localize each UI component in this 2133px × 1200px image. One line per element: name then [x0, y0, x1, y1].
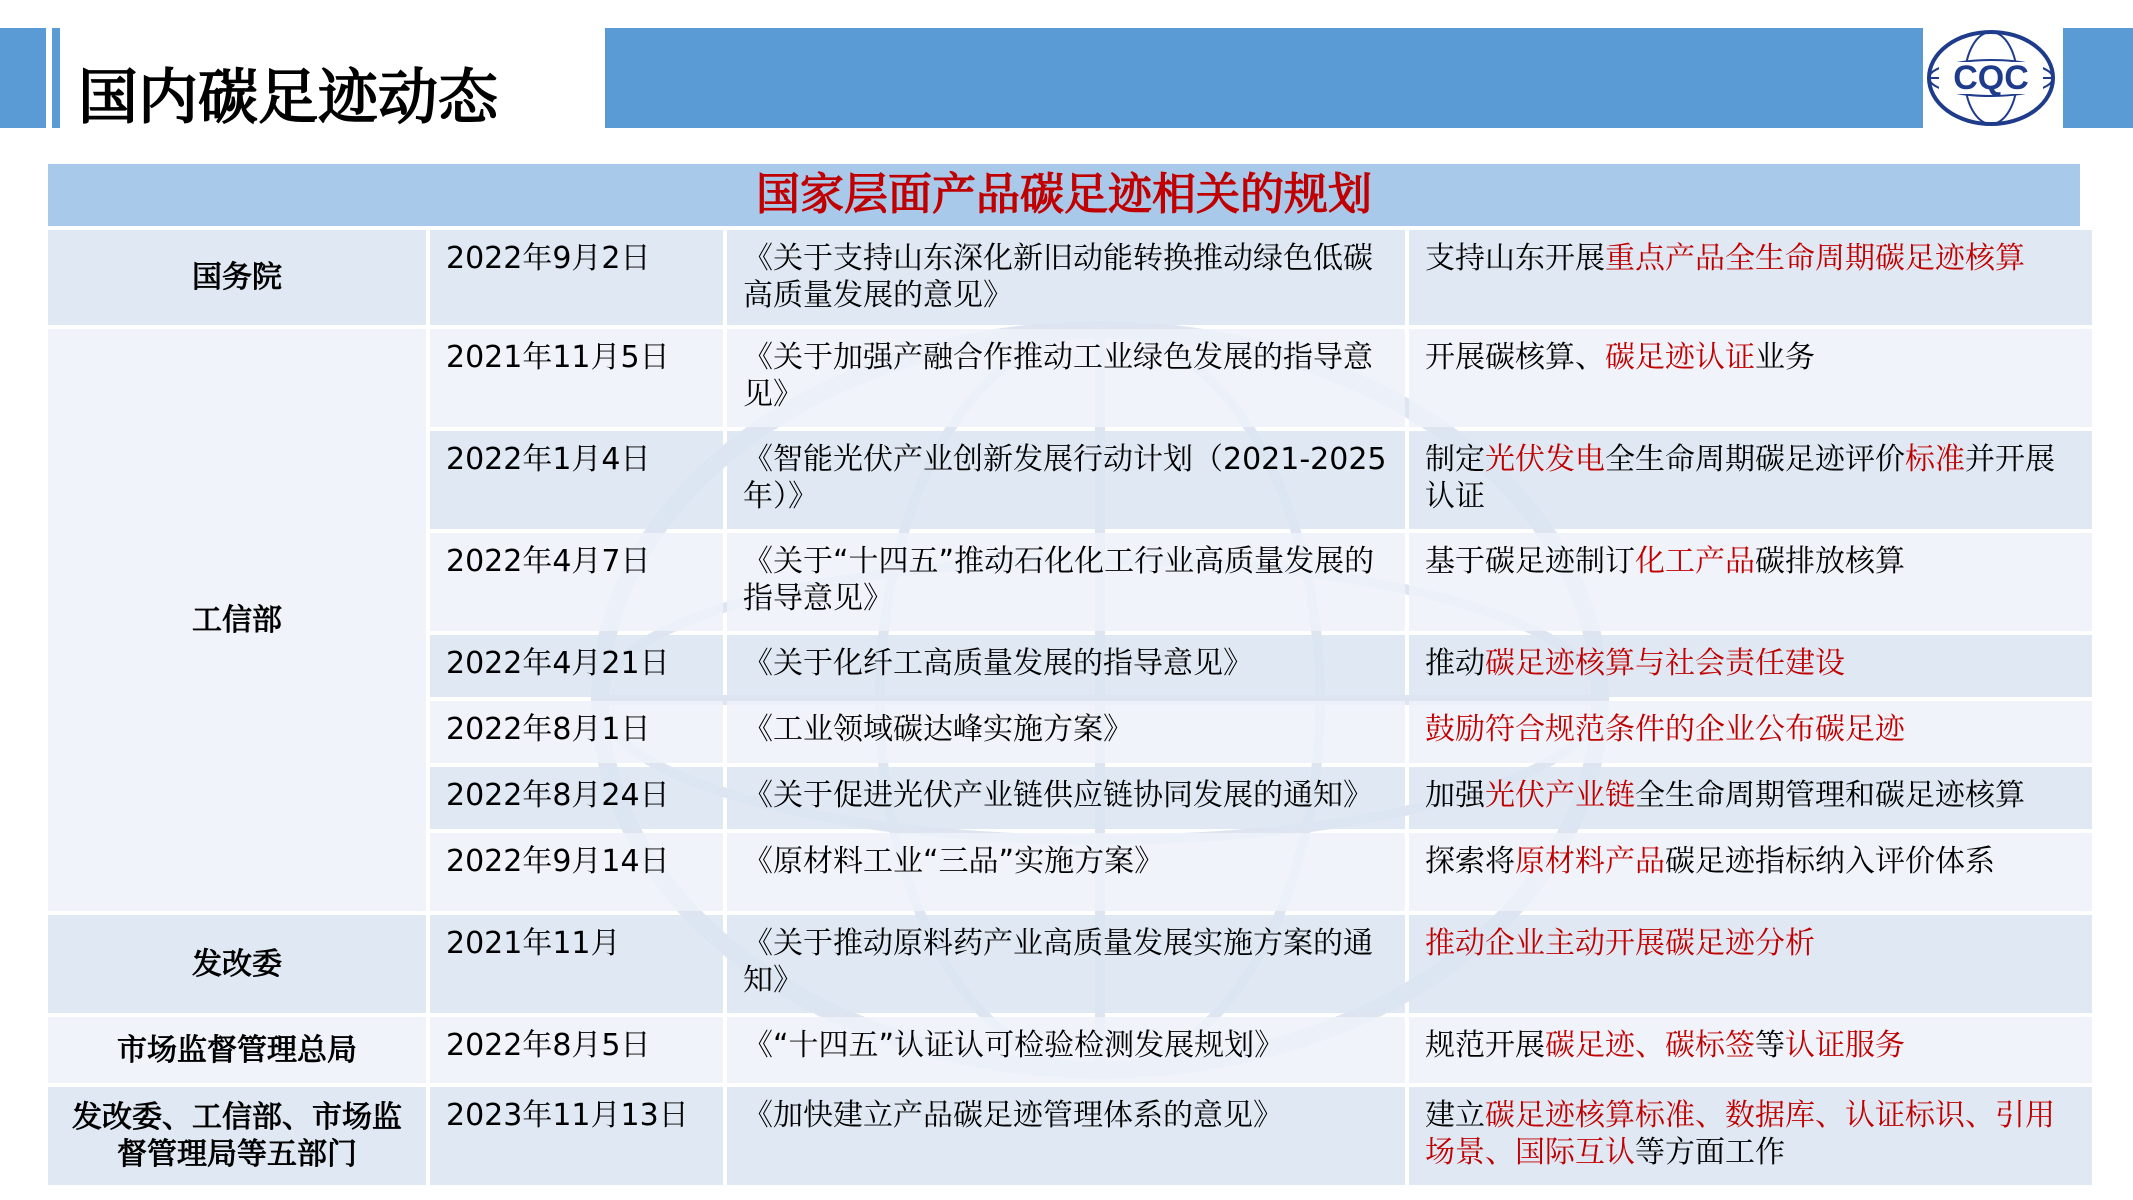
- document-cell: 《关于推动原料药产业高质量发展实施方案的通知》: [727, 915, 1405, 1013]
- table-title: 国家层面产品碳足迹相关的规划: [48, 164, 2080, 226]
- highlight-text: 鼓励符合规范条件的企业公布碳足迹: [1425, 712, 1905, 747]
- note-cell: [1409, 833, 2092, 911]
- highlight-text: 碳足迹核算与社会责任建设: [1485, 646, 1845, 681]
- cqc-logo: [1925, 28, 2057, 128]
- note-text: 支持山东开展: [1425, 241, 1605, 276]
- note-cell: [1409, 915, 2092, 1013]
- header-accent-line: [52, 28, 60, 128]
- date-cell: 2022年4月7日: [430, 533, 723, 631]
- highlight-text: 重点产品全生命周期碳足迹核算: [1605, 241, 2025, 276]
- note-text: 并开展认证: [1425, 442, 2055, 514]
- department-cell: 发改委、工信部、市场监督管理局等五部门: [48, 1087, 426, 1185]
- note-cell: [1409, 1087, 2092, 1185]
- highlight-text: 碳足迹认证: [1605, 340, 1755, 375]
- note-cell: [1409, 329, 2092, 427]
- date-cell: 2021年11月5日: [430, 329, 723, 427]
- date-cell: 2022年9月14日: [430, 833, 723, 911]
- note-text: 业务: [1755, 340, 1815, 375]
- note-text: 制定: [1425, 442, 1485, 477]
- highlight-text: 推动企业主动开展碳足迹分析: [1425, 926, 1815, 961]
- document-cell: 《“十四五”认证认可检验检测发展规划》: [727, 1017, 1405, 1083]
- logo-text: CQC: [1953, 59, 2029, 97]
- page-title: 国内碳足迹动态: [78, 63, 498, 133]
- document-cell: 《关于化纤工高质量发展的指导意见》: [727, 635, 1405, 697]
- date-cell: 2022年9月2日: [430, 230, 723, 325]
- date-cell: 2022年8月24日: [430, 767, 723, 829]
- document-cell: 《关于加强产融合作推动工业绿色发展的指导意见》: [727, 329, 1405, 427]
- note-cell: [1409, 635, 2092, 697]
- table-grid: [48, 230, 2080, 1185]
- date-cell: 2022年1月4日: [430, 431, 723, 529]
- department-cell: 国务院: [48, 230, 426, 325]
- note-text: 探索将: [1425, 844, 1515, 879]
- note-cell: [1409, 701, 2092, 763]
- highlight-text: 光伏发电: [1485, 442, 1605, 477]
- department-cell: 工信部: [48, 329, 426, 911]
- header-accent-bar: [0, 28, 46, 128]
- date-cell: 2021年11月: [430, 915, 723, 1013]
- highlight-text: 光伏产业链: [1485, 778, 1635, 813]
- document-cell: 《关于“十四五”推动石化化工行业高质量发展的指导意见》: [727, 533, 1405, 631]
- note-text: 碳排放核算: [1755, 544, 1905, 579]
- note-text: 规范开展: [1425, 1028, 1545, 1063]
- document-cell: 《原材料工业“三品”实施方案》: [727, 833, 1405, 911]
- note-cell: [1409, 1017, 2092, 1083]
- note-text: 等: [1755, 1028, 1785, 1063]
- document-cell: 《关于支持山东深化新旧动能转换推动绿色低碳高质量发展的意见》: [727, 230, 1405, 325]
- note-cell: [1409, 767, 2092, 829]
- note-text: 全生命周期管理和碳足迹核算: [1635, 778, 2025, 813]
- date-cell: 2022年8月5日: [430, 1017, 723, 1083]
- note-text: 建立: [1425, 1098, 1485, 1133]
- department-cell: 市场监督管理总局: [48, 1017, 426, 1083]
- highlight-text: 原材料产品: [1515, 844, 1665, 879]
- document-cell: 《工业领域碳达峰实施方案》: [727, 701, 1405, 763]
- note-cell: [1409, 230, 2092, 325]
- note-cell: [1409, 431, 2092, 529]
- note-text: 加强: [1425, 778, 1485, 813]
- date-cell: 2022年8月1日: [430, 701, 723, 763]
- note-cell: [1409, 533, 2092, 631]
- highlight-text: 碳足迹、碳标签: [1545, 1028, 1755, 1063]
- document-cell: 《加快建立产品碳足迹管理体系的意见》: [727, 1087, 1405, 1185]
- note-text: 全生命周期碳足迹评价: [1605, 442, 1905, 477]
- date-cell: 2022年4月21日: [430, 635, 723, 697]
- note-text: 开展碳核算、: [1425, 340, 1605, 375]
- note-text: 等方面工作: [1635, 1135, 1785, 1170]
- note-text: 基于碳足迹制订: [1425, 544, 1635, 579]
- header-band-right: [2063, 28, 2133, 128]
- highlight-text: 碳足迹核算标准、数据库、认证标识、引用场景、国际互认: [1425, 1098, 2055, 1170]
- highlight-text: 认证服务: [1785, 1028, 1905, 1063]
- department-cell: 发改委: [48, 915, 426, 1013]
- note-text: 推动: [1425, 646, 1485, 681]
- highlight-text: 化工产品: [1635, 544, 1755, 579]
- policy-table: [48, 164, 2080, 1185]
- highlight-text: 标准: [1905, 442, 1965, 477]
- document-cell: 《智能光伏产业创新发展行动计划（2021-2025年）》: [727, 431, 1405, 529]
- date-cell: 2023年11月13日: [430, 1087, 723, 1185]
- header-band: [605, 28, 1923, 128]
- note-text: 碳足迹指标纳入评价体系: [1665, 844, 1995, 879]
- document-cell: 《关于促进光伏产业链供应链协同发展的通知》: [727, 767, 1405, 829]
